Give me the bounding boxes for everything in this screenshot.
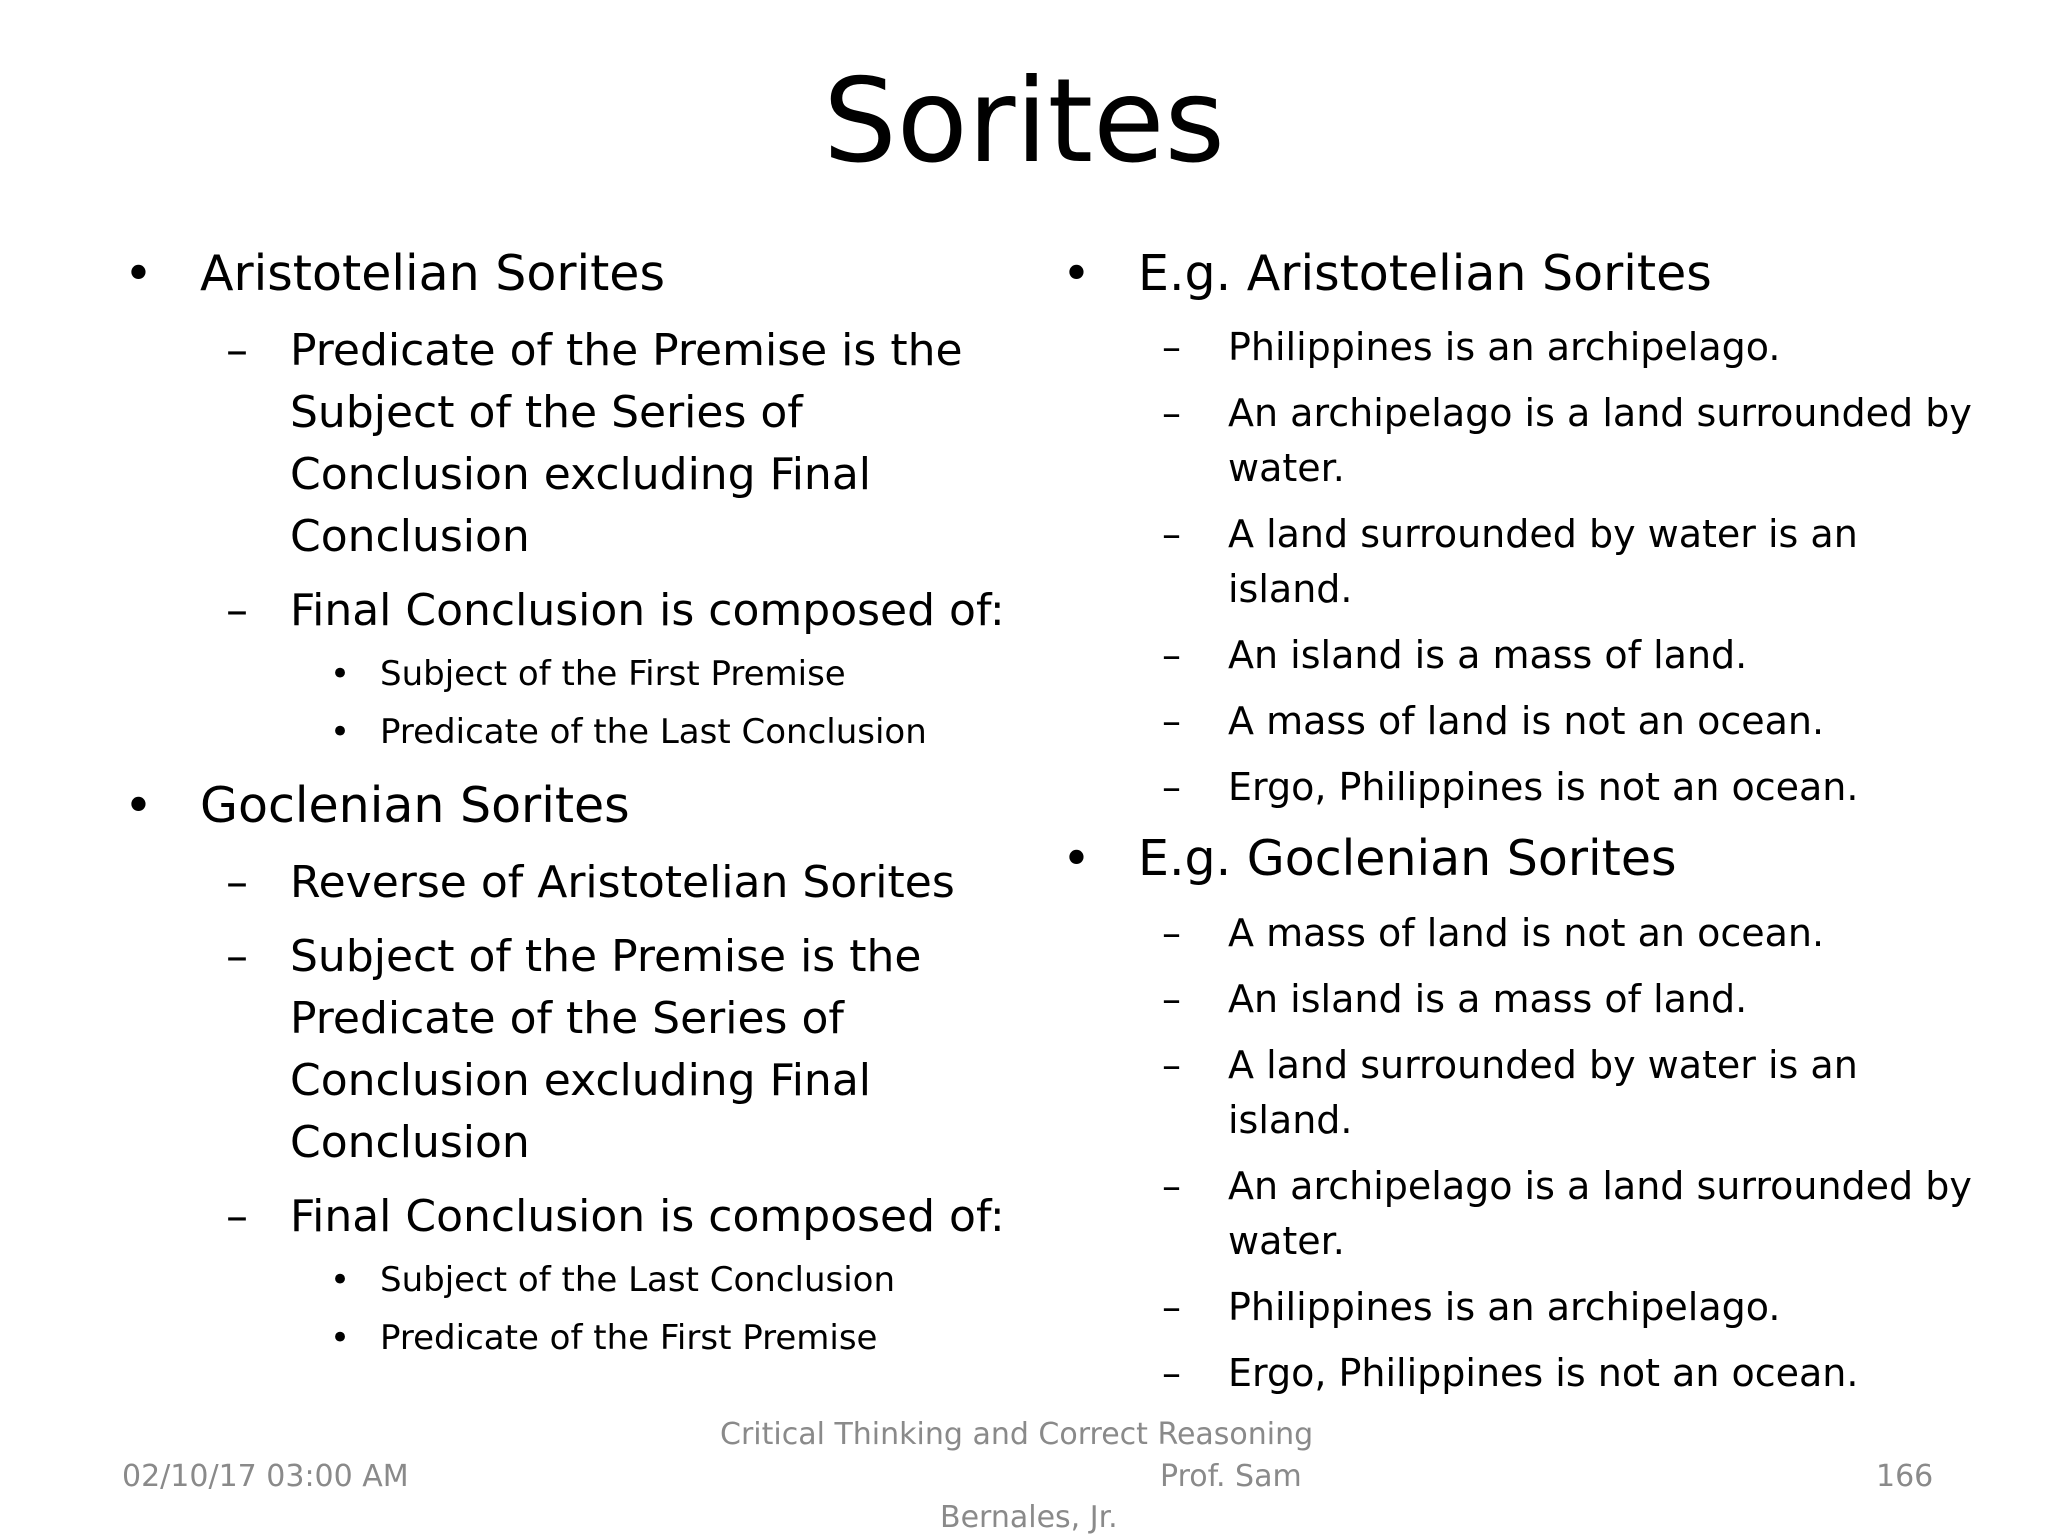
dash-marker: – [1162,977,1181,1021]
dash-marker: – [226,325,248,376]
goclenian-point-2-line-2: Predicate of the Series of [290,993,844,1044]
aristotelian-point-1-line-1: Predicate of the Premise is the [290,325,963,376]
example-aristotelian-item-3-line-2: island. [1228,567,1353,611]
example-aristotelian-item-3-line-1: A land surrounded by water is an [1228,512,1858,556]
dash-marker: – [226,585,248,636]
example-goclenian-item-4-line-1: An archipelago is a land surrounded by [1228,1164,1972,1208]
example-goclenian-item-3-line-2: island. [1228,1098,1353,1142]
example-aristotelian-item-2-line-2: water. [1228,446,1345,490]
example-goclenian-item-4-line-2: water. [1228,1219,1345,1263]
goclenian-point-3: Final Conclusion is composed of: [290,1191,1005,1242]
dash-marker: – [1162,325,1181,369]
dash-marker: – [1162,633,1181,677]
dash-marker: – [226,1191,248,1242]
example-aristotelian-item-6: Ergo, Philippines is not an ocean. [1228,765,1859,809]
goclenian-sub-2: Predicate of the First Premise [380,1318,878,1358]
example-aristotelian-item-2-line-1: An archipelago is a land surrounded by [1228,391,1972,435]
bullet-marker: • [330,654,351,694]
bullet-marker: • [330,712,351,752]
aristotelian-point-1-line-2: Subject of the Series of [290,387,803,438]
aristotelian-heading: Aristotelian Sorites [200,245,665,302]
goclenian-point-2-line-4: Conclusion [290,1117,530,1168]
example-goclenian-item-5: Philippines is an archipelago. [1228,1285,1781,1329]
example-goclenian-item-2: An island is a mass of land. [1228,977,1748,1021]
dash-marker: – [1162,512,1181,556]
goclenian-point-2-line-3: Conclusion excluding Final [290,1055,872,1106]
footer-prof: Prof. Sam [1160,1459,1302,1494]
dash-marker: – [226,857,248,908]
example-aristotelian-item-1: Philippines is an archipelago. [1228,325,1781,369]
goclenian-sub-1: Subject of the Last Conclusion [380,1260,896,1300]
bullet-marker: • [124,777,153,834]
example-goclenian-item-6: Ergo, Philippines is not an ocean. [1228,1351,1859,1395]
example-aristotelian-item-5: A mass of land is not an ocean. [1228,699,1825,743]
example-aristotelian-heading: E.g. Aristotelian Sorites [1138,245,1712,302]
dash-marker: – [1162,391,1181,435]
example-goclenian-item-3-line-1: A land surrounded by water is an [1228,1043,1858,1087]
slide-title: Sorites [823,54,1225,189]
bullet-marker: • [1062,830,1091,887]
dash-marker: – [226,931,248,982]
footer-prof-name: Bernales, Jr. [940,1500,1118,1535]
goclenian-point-1: Reverse of Aristotelian Sorites [290,857,955,908]
goclenian-heading: Goclenian Sorites [200,777,630,834]
dash-marker: – [1162,1351,1181,1395]
example-aristotelian-item-4: An island is a mass of land. [1228,633,1748,677]
example-goclenian-item-1: A mass of land is not an ocean. [1228,911,1825,955]
goclenian-point-2-line-1: Subject of the Premise is the [290,931,922,982]
dash-marker: – [1162,699,1181,743]
dash-marker: – [1162,1164,1181,1208]
aristotelian-point-1-line-3: Conclusion excluding Final [290,449,872,500]
bullet-marker: • [1062,245,1091,302]
footer-page-number: 166 [1876,1459,1934,1494]
aristotelian-sub-1: Subject of the First Premise [380,654,846,694]
footer-date: 02/10/17 03:00 AM [122,1459,409,1494]
bullet-marker: • [330,1260,351,1300]
example-goclenian-heading: E.g. Goclenian Sorites [1138,830,1677,887]
aristotelian-point-1-line-4: Conclusion [290,511,530,562]
dash-marker: – [1162,1043,1181,1087]
aristotelian-sub-2: Predicate of the Last Conclusion [380,712,927,752]
dash-marker: – [1162,1285,1181,1329]
dash-marker: – [1162,911,1181,955]
bullet-marker: • [330,1318,351,1358]
bullet-marker: • [124,245,153,302]
dash-marker: – [1162,765,1181,809]
footer-course: Critical Thinking and Correct Reasoning [720,1417,1314,1452]
aristotelian-point-2: Final Conclusion is composed of: [290,585,1005,636]
